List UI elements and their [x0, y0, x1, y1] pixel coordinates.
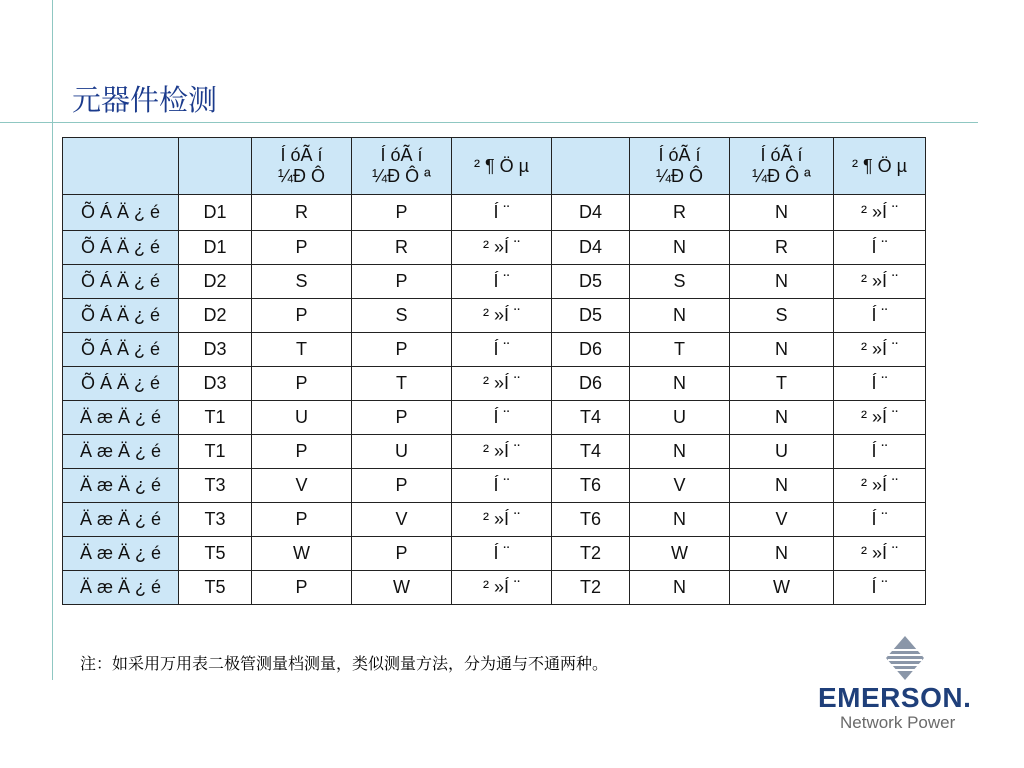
table-row [63, 401, 926, 435]
table-cell: U [630, 401, 730, 435]
table-cell: T5 [179, 571, 252, 605]
row-label-cell: Ä æ Ä ¿ é [63, 503, 179, 537]
table-cell: ² »Í ¨ [834, 537, 926, 571]
table-cell: S [630, 265, 730, 299]
table-cell: T [730, 367, 834, 401]
header-cell-line: ² ¶ Ö µ [851, 155, 908, 176]
row-label-cell: Õ Á Ä ¿ é [63, 265, 179, 299]
table-cell: D1 [179, 231, 252, 265]
table-cell: T4 [552, 401, 630, 435]
row-label-cell: Ä æ Ä ¿ é [63, 571, 179, 605]
table-cell: T [252, 333, 352, 367]
table-cell: ² »Í ¨ [834, 265, 926, 299]
table-cell: P [252, 435, 352, 469]
table-cell: W [252, 537, 352, 571]
table-cell: T [352, 367, 452, 401]
table-cell: N [730, 537, 834, 571]
table-cell: R [252, 195, 352, 231]
table-cell: S [352, 299, 452, 333]
row-label-cell: Ä æ Ä ¿ é [63, 401, 179, 435]
table-cell: Í ¨ [834, 299, 926, 333]
table-cell: D2 [179, 265, 252, 299]
footnote: 注：如采用万用表二极管测量档测量，类似测量方法，分为通与不通两种。 [80, 654, 609, 673]
table-cell: N [630, 231, 730, 265]
table-cell: Í ¨ [452, 401, 552, 435]
table-row [63, 195, 926, 231]
table-cell: ² »Í ¨ [452, 299, 552, 333]
table-cell: R [730, 231, 834, 265]
emerson-diamond-icon [886, 636, 924, 680]
table-cell: P [352, 265, 452, 299]
table-cell: T [630, 333, 730, 367]
table-cell: P [352, 333, 452, 367]
title-underline-rule [0, 122, 978, 123]
table-cell: D4 [552, 195, 630, 231]
table-cell: N [630, 435, 730, 469]
table-cell: Í ¨ [834, 435, 926, 469]
table-cell: T4 [552, 435, 630, 469]
header-cell [252, 138, 352, 195]
table-cell: Í ¨ [834, 571, 926, 605]
header-cell [352, 138, 452, 195]
table-cell: P [352, 537, 452, 571]
table-row [63, 333, 926, 367]
header-cell [179, 138, 252, 195]
table-cell: P [252, 571, 352, 605]
table-cell: D1 [179, 195, 252, 231]
table-cell: T1 [179, 401, 252, 435]
table-cell: V [730, 503, 834, 537]
table-cell: U [252, 401, 352, 435]
table-cell: P [352, 469, 452, 503]
table-cell: R [630, 195, 730, 231]
table-cell: D6 [552, 333, 630, 367]
emerson-logo [818, 636, 990, 736]
header-cell-line: ¼Ð Ô ª [752, 166, 811, 186]
table-cell: S [252, 265, 352, 299]
table-cell: ² »Í ¨ [452, 231, 552, 265]
network-power-tagline: Network Power [840, 713, 956, 732]
table-cell: N [730, 469, 834, 503]
header-cell [552, 138, 630, 195]
table-cell: W [630, 537, 730, 571]
table-row [63, 265, 926, 299]
table-row [63, 367, 926, 401]
table-cell: Í ¨ [834, 231, 926, 265]
header-cell [63, 138, 179, 195]
component-test-table [62, 137, 926, 605]
table-row [63, 299, 926, 333]
table-body [63, 138, 926, 605]
header-cell-line: Í óÃ í [760, 145, 803, 165]
table-cell: D3 [179, 367, 252, 401]
table-cell: V [252, 469, 352, 503]
table-cell: N [730, 265, 834, 299]
table-cell: Í ¨ [452, 333, 552, 367]
table-cell: D4 [552, 231, 630, 265]
table-row [63, 571, 926, 605]
table-cell: D5 [552, 265, 630, 299]
table-cell: T2 [552, 537, 630, 571]
table-cell: D5 [552, 299, 630, 333]
table-cell: Í ¨ [452, 469, 552, 503]
table-cell: U [352, 435, 452, 469]
header-cell [452, 138, 552, 195]
header-cell-line: Í óÃ í [280, 145, 323, 165]
table-cell: N [730, 333, 834, 367]
header-cell-line: ¼Ð Ô [655, 166, 703, 186]
table-row [63, 537, 926, 571]
table-cell: D6 [552, 367, 630, 401]
table-cell: D2 [179, 299, 252, 333]
table-cell: P [252, 299, 352, 333]
table-cell: P [252, 503, 352, 537]
table-cell: V [352, 503, 452, 537]
table-cell: R [352, 231, 452, 265]
table-cell: P [252, 231, 352, 265]
table-cell: ² »Í ¨ [452, 435, 552, 469]
table-cell: N [730, 401, 834, 435]
row-label-cell: Õ Á Ä ¿ é [63, 367, 179, 401]
emerson-wordmark: EMERSON. [818, 682, 972, 713]
row-label-cell: Ä æ Ä ¿ é [63, 537, 179, 571]
table-cell: Í ¨ [452, 537, 552, 571]
table-cell: ² »Í ¨ [452, 367, 552, 401]
table-cell: Í ¨ [834, 367, 926, 401]
table-header-row [63, 138, 926, 195]
header-cell [730, 138, 834, 195]
table-cell: T5 [179, 537, 252, 571]
table-row [63, 469, 926, 503]
table-cell: ² »Í ¨ [834, 401, 926, 435]
table-cell: T3 [179, 503, 252, 537]
table-cell: P [352, 195, 452, 231]
table-cell: N [630, 503, 730, 537]
table-cell: T2 [552, 571, 630, 605]
table-cell: ² »Í ¨ [834, 469, 926, 503]
header-cell-line: Í óÃ í [658, 145, 701, 165]
table-cell: P [352, 401, 452, 435]
table-cell: W [352, 571, 452, 605]
row-label-cell: Õ Á Ä ¿ é [63, 195, 179, 231]
table-cell: ² »Í ¨ [452, 571, 552, 605]
row-label-cell: Ä æ Ä ¿ é [63, 435, 179, 469]
row-label-cell: Õ Á Ä ¿ é [63, 299, 179, 333]
table-cell: Í ¨ [452, 265, 552, 299]
table-row [63, 435, 926, 469]
table-cell: ² »Í ¨ [834, 195, 926, 231]
table-cell: T3 [179, 469, 252, 503]
table-cell: Í ¨ [834, 503, 926, 537]
slide-title: 元器件检测 [72, 83, 218, 117]
table-cell: N [630, 299, 730, 333]
row-label-cell: Õ Á Ä ¿ é [63, 333, 179, 367]
table-cell: Í ¨ [452, 195, 552, 231]
table-cell: ² »Í ¨ [834, 333, 926, 367]
table-cell: D3 [179, 333, 252, 367]
row-label-cell: Ä æ Ä ¿ é [63, 469, 179, 503]
row-label-cell: Õ Á Ä ¿ é [63, 231, 179, 265]
table-cell: V [630, 469, 730, 503]
table-cell: S [730, 299, 834, 333]
header-cell-line: ² ¶ Ö µ [473, 155, 530, 176]
header-cell-line: ¼Ð Ô ª [372, 166, 431, 186]
table-row [63, 231, 926, 265]
left-vertical-rule [52, 0, 53, 680]
table-cell: W [730, 571, 834, 605]
table-cell: U [730, 435, 834, 469]
table-cell: N [730, 195, 834, 231]
header-cell-line: Í óÃ í [380, 145, 423, 165]
table-cell: N [630, 367, 730, 401]
table-cell: P [252, 367, 352, 401]
header-cell [834, 138, 926, 195]
table-cell: T1 [179, 435, 252, 469]
table-cell: N [630, 571, 730, 605]
table-cell: ² »Í ¨ [452, 503, 552, 537]
header-cell-line: ¼Ð Ô [277, 166, 325, 186]
table-cell: T6 [552, 469, 630, 503]
table-row [63, 503, 926, 537]
table-cell: T6 [552, 503, 630, 537]
header-cell [630, 138, 730, 195]
